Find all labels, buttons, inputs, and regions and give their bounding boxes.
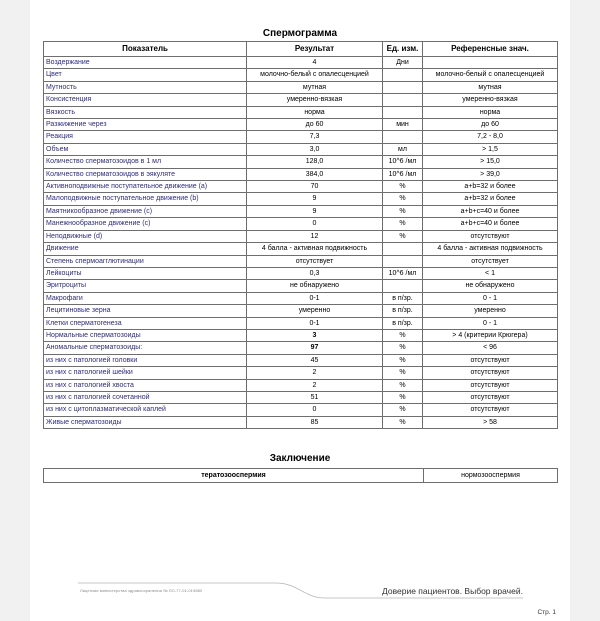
reference-cell: 4 балла - активная подвижность — [423, 243, 558, 255]
indicator-cell: Реакция — [44, 131, 247, 143]
reference-cell: 0 - 1 — [423, 292, 558, 304]
indicator-cell: Нормальные сперматозоиды — [44, 329, 247, 341]
footer-slogan: Доверие пациентов. Выбор врачей. — [382, 586, 523, 596]
conclusion-result: тератозооспермия — [44, 469, 424, 483]
indicator-cell: Движение — [44, 243, 247, 255]
result-cell: 12 — [247, 230, 383, 242]
indicator-cell: Степень спермоагглютинации — [44, 255, 247, 267]
unit-cell: 10^6 /мл — [383, 267, 423, 279]
license-text: Лицензия министерства здравоохранения № ЛО-77-01-019880 — [80, 588, 203, 593]
document-page — [30, 0, 570, 621]
result-cell: 0 — [247, 218, 383, 230]
indicator-cell: Маятникообразное движение (с) — [44, 205, 247, 217]
unit-cell: % — [383, 342, 423, 354]
indicator-cell: Манежнообразное движение (с) — [44, 218, 247, 230]
reference-cell: норма — [423, 106, 558, 118]
indicator-cell: Аномальные сперматозоиды: — [44, 342, 247, 354]
reference-cell: > 39,0 — [423, 168, 558, 180]
result-cell: отсутствует — [247, 255, 383, 267]
result-cell: 2 — [247, 379, 383, 391]
indicator-cell: Объем — [44, 143, 247, 155]
indicator-cell: Клетки сперматогенеза — [44, 317, 247, 329]
result-cell: 70 — [247, 181, 383, 193]
unit-cell: мл — [383, 143, 423, 155]
indicator-cell: из них с патологией шейки — [44, 367, 247, 379]
result-cell: 4 балла - активная подвижность — [247, 243, 383, 255]
reference-cell: мутная — [423, 81, 558, 93]
unit-cell: % — [383, 367, 423, 379]
result-cell: не обнаружено — [247, 280, 383, 292]
result-cell: 2 — [247, 367, 383, 379]
unit-cell: % — [383, 354, 423, 366]
result-cell: умеренно — [247, 305, 383, 317]
reference-cell: отсутствуют — [423, 391, 558, 403]
result-cell: 128,0 — [247, 156, 383, 168]
result-cell: 384,0 — [247, 168, 383, 180]
unit-cell: % — [383, 404, 423, 416]
unit-cell: % — [383, 181, 423, 193]
indicator-cell: Малоподвижные поступательное движение (b) — [44, 193, 247, 205]
reference-cell: отсутствуют — [423, 354, 558, 366]
indicator-cell: Количество сперматозоидов в 1 мл — [44, 156, 247, 168]
reference-cell: не обнаружено — [423, 280, 558, 292]
page-number: Стр. 1 — [537, 609, 556, 616]
unit-cell: % — [383, 379, 423, 391]
column-header-reference: Референсные знач. — [423, 42, 558, 57]
result-cell: 9 — [247, 205, 383, 217]
unit-cell: % — [383, 230, 423, 242]
indicator-cell: Воздержание — [44, 57, 247, 69]
reference-cell: до 60 — [423, 119, 558, 131]
unit-cell: в п/зр. — [383, 292, 423, 304]
unit-cell: в п/зр. — [383, 305, 423, 317]
indicator-cell: из них с патологией сочетанной — [44, 391, 247, 403]
unit-cell: мин — [383, 119, 423, 131]
indicator-cell: Разжижение через — [44, 119, 247, 131]
indicator-cell: из них с патологией хвоста — [44, 379, 247, 391]
unit-cell: % — [383, 329, 423, 341]
indicator-cell: Эритроциты — [44, 280, 247, 292]
reference-cell: отсутствуют — [423, 404, 558, 416]
unit-cell: % — [383, 193, 423, 205]
reference-cell: умеренно — [423, 305, 558, 317]
column-header-unit: Ед. изм. — [383, 42, 423, 57]
reference-cell: < 1 — [423, 267, 558, 279]
unit-cell: % — [383, 391, 423, 403]
indicator-cell: Живые сперматозоиды — [44, 416, 247, 428]
result-cell: 9 — [247, 193, 383, 205]
result-cell: 0-1 — [247, 292, 383, 304]
indicator-cell: Неподвижные (d) — [44, 230, 247, 242]
result-cell: 85 — [247, 416, 383, 428]
reference-cell: умеренно-вязкая — [423, 94, 558, 106]
indicator-cell: Лейкоциты — [44, 267, 247, 279]
indicator-cell: Вязкость — [44, 106, 247, 118]
reference-cell: отсутствуют — [423, 367, 558, 379]
unit-cell: Дни — [383, 57, 423, 69]
result-cell: мутная — [247, 81, 383, 93]
reference-cell: a+b=32 и более — [423, 181, 558, 193]
unit-cell: % — [383, 218, 423, 230]
unit-cell: 10^6 /мл — [383, 168, 423, 180]
result-cell: 7,3 — [247, 131, 383, 143]
column-header-indicator: Показатель — [44, 42, 247, 57]
indicator-cell: Лецитиновые зерна — [44, 305, 247, 317]
conclusion-reference: нормозооспермия — [424, 469, 558, 483]
reference-cell: > 1,5 — [423, 143, 558, 155]
indicator-cell: Цвет — [44, 69, 247, 81]
unit-cell: 10^6 /мл — [383, 156, 423, 168]
reference-cell: 0 - 1 — [423, 317, 558, 329]
indicator-cell: из них с цитоплазматической каплей — [44, 404, 247, 416]
result-cell: 3,0 — [247, 143, 383, 155]
reference-cell: > 58 — [423, 416, 558, 428]
reference-cell: отсутствуют — [423, 379, 558, 391]
unit-cell: % — [383, 416, 423, 428]
document-title: Спермограмма — [262, 28, 338, 39]
reference-cell: 7,2 - 8,0 — [423, 131, 558, 143]
result-cell: 4 — [247, 57, 383, 69]
result-cell: умеренно-вязкая — [247, 94, 383, 106]
conclusion-title: Заключение — [269, 453, 331, 464]
indicator-cell: Макрофаги — [44, 292, 247, 304]
result-cell: 51 — [247, 391, 383, 403]
indicator-cell: Количество сперматозоидов в эякуляте — [44, 168, 247, 180]
result-cell: 0 — [247, 404, 383, 416]
indicator-cell: Мутность — [44, 81, 247, 93]
result-cell: молочно-белый с опалесценцией — [247, 69, 383, 81]
column-header-result: Результат — [247, 42, 383, 57]
reference-cell: < 96 — [423, 342, 558, 354]
result-cell: 3 — [247, 329, 383, 341]
reference-cell: молочно-белый с опалесценцией — [423, 69, 558, 81]
reference-cell: > 4 (критерии Крюгера) — [423, 329, 558, 341]
reference-cell: отсутствует — [423, 255, 558, 267]
result-cell: 0,3 — [247, 267, 383, 279]
unit-cell: в п/зр. — [383, 317, 423, 329]
footer-divider-line — [30, 0, 570, 621]
result-cell: 97 — [247, 342, 383, 354]
result-cell: до 60 — [247, 119, 383, 131]
reference-cell: > 15,0 — [423, 156, 558, 168]
result-cell: норма — [247, 106, 383, 118]
result-cell: 0-1 — [247, 317, 383, 329]
indicator-cell: из них с патологией головки — [44, 354, 247, 366]
reference-cell: a+b+c=40 и более — [423, 205, 558, 217]
reference-cell: отсутствуют — [423, 230, 558, 242]
reference-cell: a+b=32 и более — [423, 193, 558, 205]
indicator-cell: Консистенция — [44, 94, 247, 106]
indicator-cell: Активноподвижные поступательное движение (а) — [44, 181, 247, 193]
reference-cell: a+b+c=40 и более — [423, 218, 558, 230]
unit-cell: % — [383, 205, 423, 217]
result-cell: 45 — [247, 354, 383, 366]
